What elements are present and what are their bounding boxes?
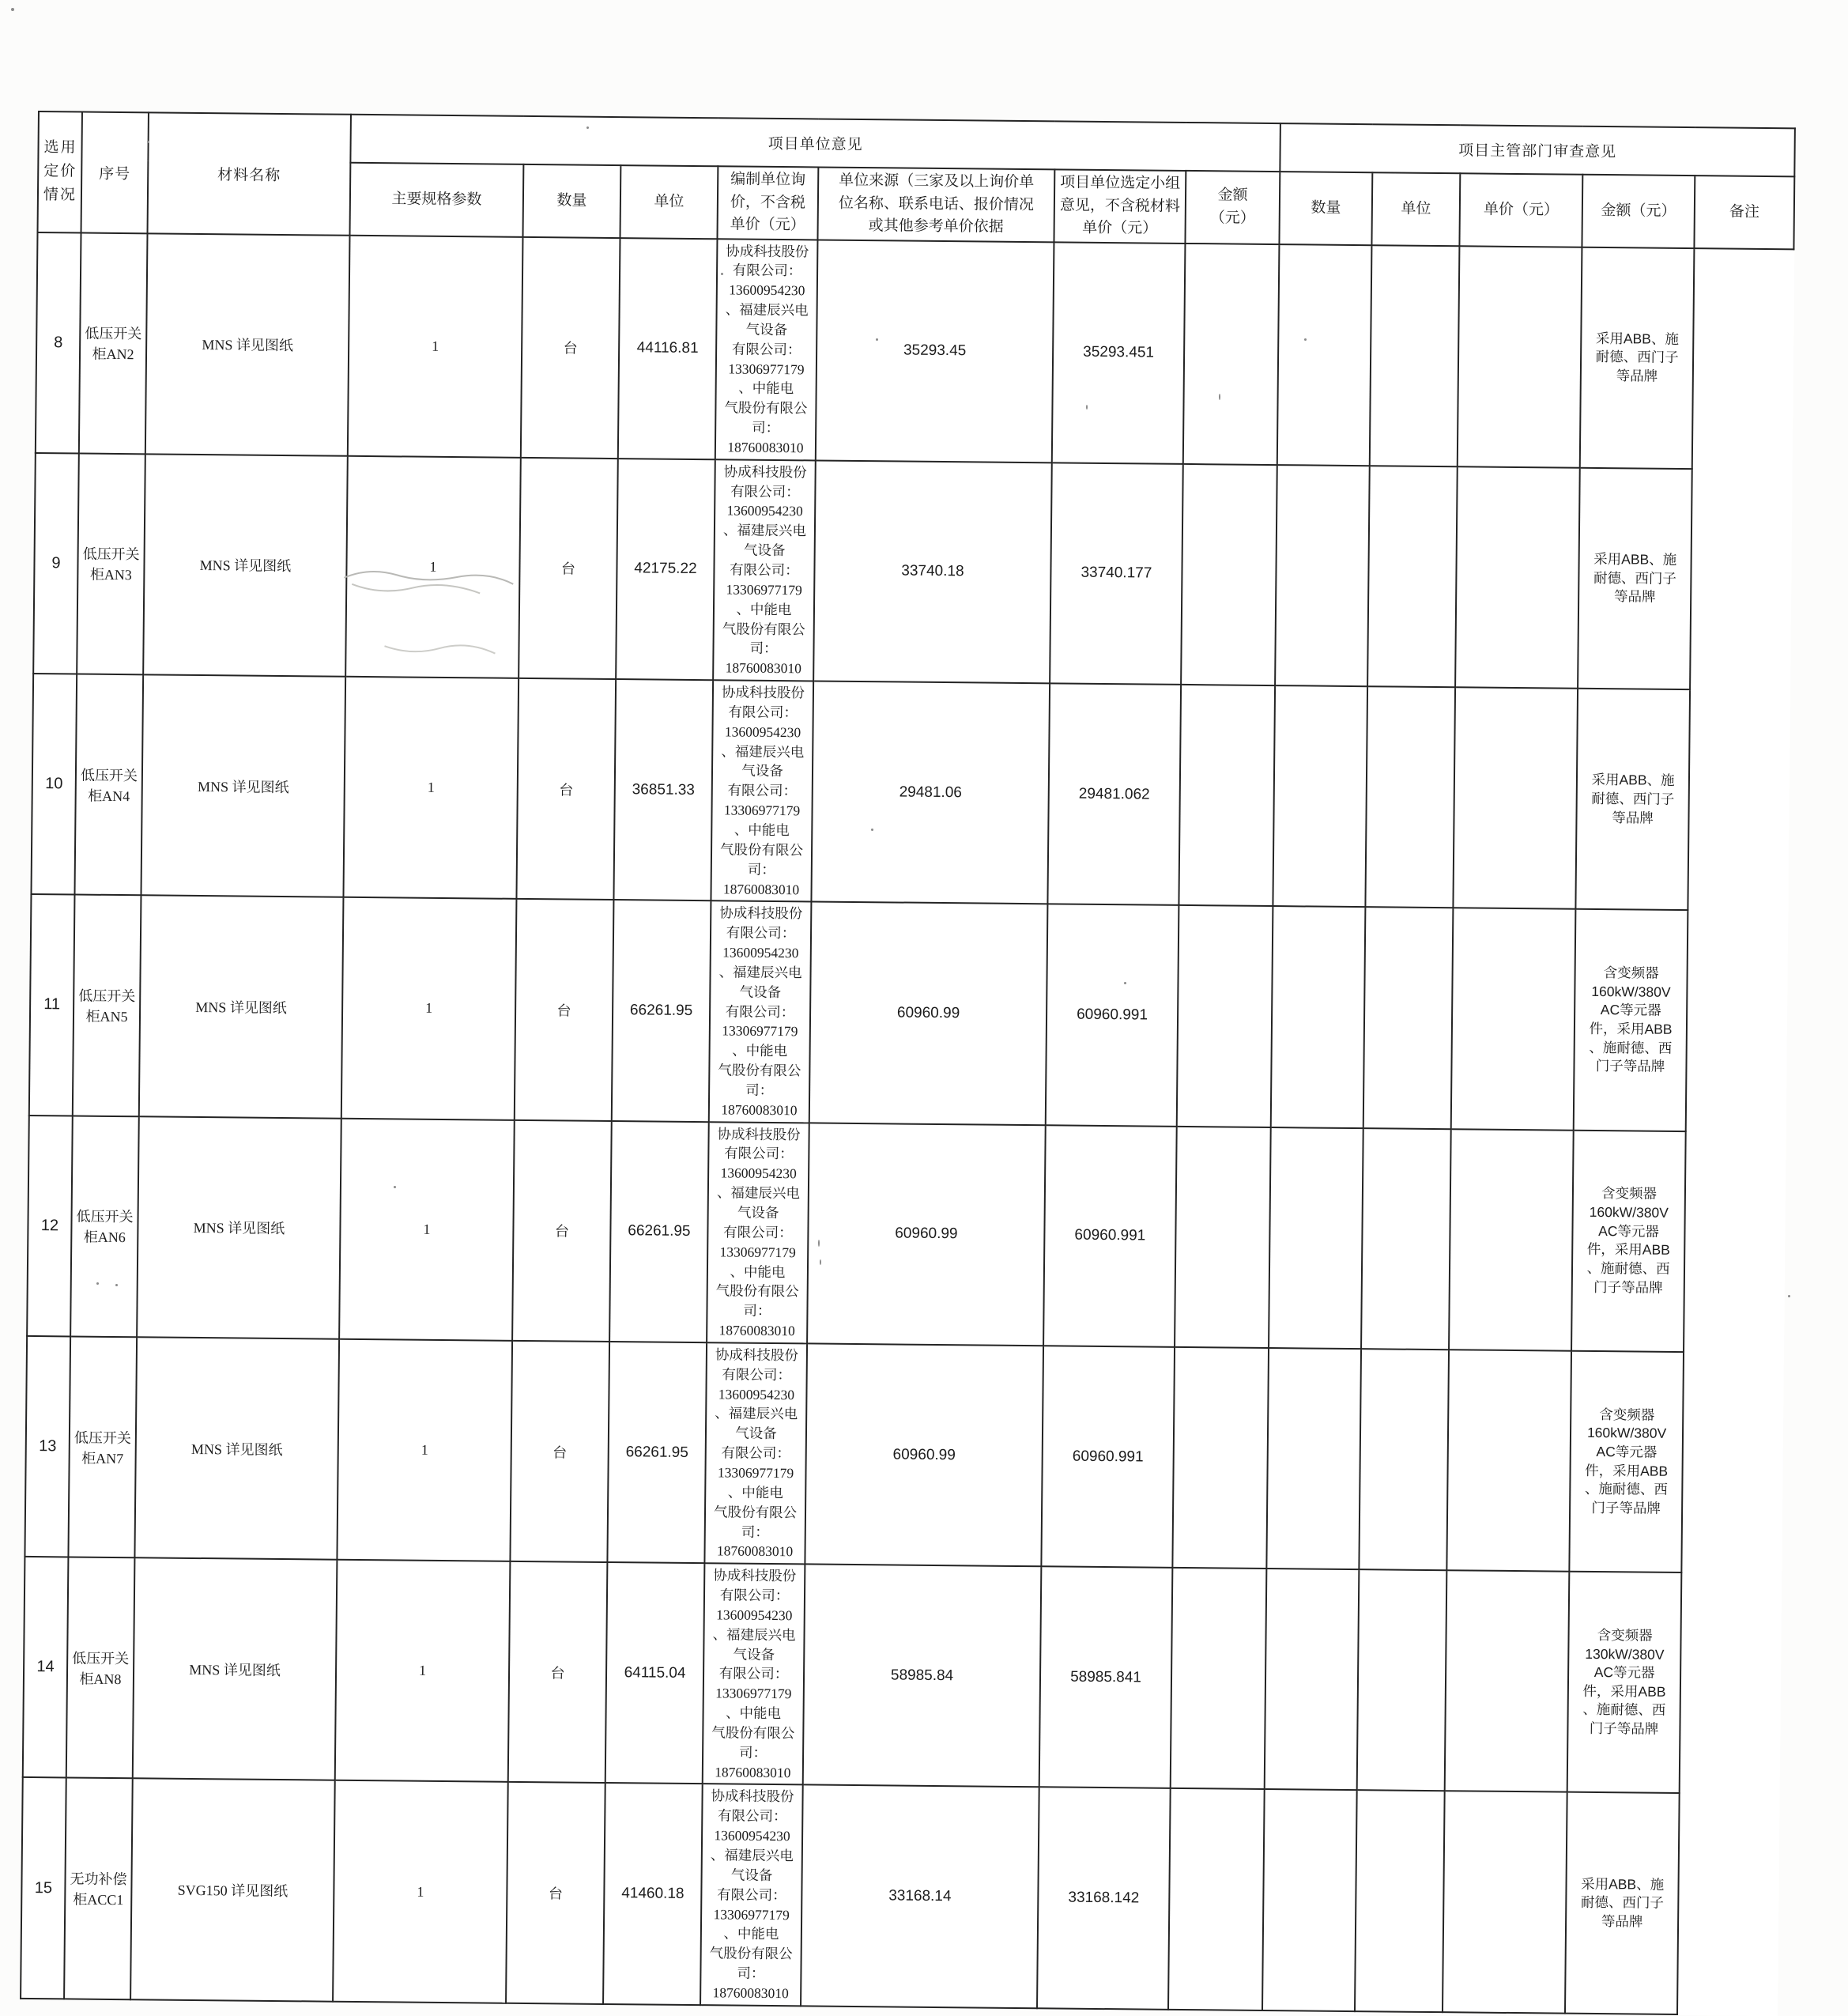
scan-speck xyxy=(876,338,878,341)
cell-qty: 1 xyxy=(348,235,523,457)
cell-remark: 含变频器 160kW/380V AC等元器 件，采用ABB 、施耐德、西 门子等品牌 xyxy=(1569,1351,1684,1573)
cell-review-qty xyxy=(1168,1788,1265,2010)
cell-inquiry-price: 66261.95 xyxy=(609,1121,709,1342)
scan-speck xyxy=(871,829,873,831)
row-group-label xyxy=(38,111,82,232)
cell-no: 12 xyxy=(27,1116,73,1337)
cell-no: 15 xyxy=(21,1777,66,1999)
table-row xyxy=(29,894,1788,1132)
cell-no: 10 xyxy=(31,674,77,895)
scan-speck xyxy=(394,1186,396,1188)
cell-review-price xyxy=(1367,466,1458,687)
cell-amount: 33740.177 xyxy=(1050,462,1183,685)
cell-inquiry-price: 42175.22 xyxy=(616,459,715,680)
table-row xyxy=(25,1336,1783,1574)
cell-review-unit xyxy=(1269,1127,1363,1349)
cell-no: 14 xyxy=(23,1557,69,1778)
cell-source: 协成科技股份有限公司： 13600954230 、福建辰兴电气设备 有限公司：13306977179 、中能电 气股份有限公司：18760083010 xyxy=(713,459,816,681)
cell-review-price xyxy=(1357,1569,1447,1791)
cell-spec: MNS 详见图纸 xyxy=(134,1337,339,1560)
cell-source: 协成科技股份有限公司： 13600954230 、福建辰兴电气设备 有限公司：13306977179 、中能电 气股份有限公司：18760083010 xyxy=(704,1342,807,1564)
scan-speck xyxy=(96,1282,99,1285)
scan-speck xyxy=(1086,405,1088,410)
cell-inquiry-price: 36851.33 xyxy=(613,679,713,900)
cell-inquiry-price: 44116.81 xyxy=(618,238,718,459)
header-unit: 单位 xyxy=(620,165,718,239)
cell-material-name: 低压开关柜AN6 xyxy=(70,1116,139,1337)
cell-unit: 台 xyxy=(506,1782,605,2003)
cell-unit: 台 xyxy=(508,1561,608,1783)
cell-selected-price: 33740.18 xyxy=(813,460,1052,683)
cell-remark: 采用ABB、施 耐德、西门子 等品牌 xyxy=(1575,689,1690,911)
cell-review-qty xyxy=(1183,243,1280,464)
cell-qty: 1 xyxy=(343,677,519,899)
cell-review-amount xyxy=(1451,908,1576,1131)
cell-selected-price: 33168.14 xyxy=(801,1785,1039,2008)
material-pricing-table xyxy=(20,111,1796,2016)
cell-no: 9 xyxy=(33,453,79,674)
header-qty: 数量 xyxy=(522,164,620,238)
cell-review-amount xyxy=(1453,687,1578,909)
cell-inquiry-price: 41460.18 xyxy=(603,1783,703,2004)
table-row xyxy=(31,674,1790,912)
cell-review-amount xyxy=(1445,1570,1570,1792)
scan-speck xyxy=(1304,338,1307,341)
cell-unit: 台 xyxy=(510,1341,609,1562)
cell-material-name: 低压开关柜AN4 xyxy=(74,674,143,896)
cell-qty: 1 xyxy=(341,897,517,1119)
cell-spec: MNS 详见图纸 xyxy=(139,896,344,1119)
cell-unit: 台 xyxy=(516,678,616,900)
cell-spec: MNS 详见图纸 xyxy=(137,1116,341,1339)
header-amount: 金额 （元） xyxy=(1185,171,1280,244)
table-row xyxy=(33,453,1792,691)
cell-material-name: 低压开关柜AN2 xyxy=(79,232,148,454)
cell-qty: 1 xyxy=(335,1560,511,1782)
header-spec: 主要规格参数 xyxy=(350,163,524,237)
scan-speck xyxy=(1124,982,1126,984)
header-no: 序号 xyxy=(81,112,149,233)
cell-spec: MNS 详见图纸 xyxy=(133,1557,338,1780)
scan-speck xyxy=(586,126,589,129)
group-header-dept-review: 项目主管部门审查意见 xyxy=(1280,123,1795,176)
cell-spec: MNS 详见图纸 xyxy=(143,454,348,677)
cell-remark: 含变频器 160kW/380V AC等元器 件，采用ABB 、施耐德、西 门子等品牌 xyxy=(1571,1130,1686,1352)
group-header-unit-opinion: 项目单位意见 xyxy=(350,115,1280,172)
cell-no: 13 xyxy=(25,1336,70,1557)
cell-spec: MNS 详见图纸 xyxy=(145,233,350,456)
scan-speck xyxy=(818,1240,820,1247)
cell-remark: 采用ABB、施 耐德、西门子 等品牌 xyxy=(1580,247,1695,469)
cell-amount: 35293.451 xyxy=(1052,242,1186,464)
scan-speck xyxy=(1788,1295,1790,1297)
cell-qty: 1 xyxy=(337,1339,512,1561)
cell-review-qty xyxy=(1172,1347,1269,1569)
cell-review-qty xyxy=(1175,1127,1271,1348)
cell-review-price xyxy=(1365,686,1455,908)
scan-speck xyxy=(115,1284,118,1286)
header-review-unit: 单位 xyxy=(1372,172,1461,246)
cell-material-name: 低压开关柜AN7 xyxy=(68,1336,137,1557)
cell-amount: 33168.142 xyxy=(1037,1788,1171,2010)
cell-amount: 60960.991 xyxy=(1046,904,1179,1127)
cell-review-qty xyxy=(1177,905,1273,1127)
header-material-name: 材料名称 xyxy=(148,112,351,235)
cell-review-price xyxy=(1370,245,1460,466)
cell-review-price xyxy=(1363,908,1454,1129)
cell-remark: 含变频器 130kW/380V AC等元器 件，采用ABB 、施耐德、西 门子等品牌 xyxy=(1567,1572,1682,1794)
table-row xyxy=(23,1557,1782,1795)
table-row xyxy=(21,1777,1779,2015)
header-remark: 备注 xyxy=(1695,176,1795,249)
cell-selected-price: 29481.06 xyxy=(811,681,1050,904)
cell-review-price xyxy=(1361,1128,1451,1350)
cell-amount: 58985.841 xyxy=(1039,1566,1173,1788)
cell-selected-price: 60960.99 xyxy=(807,1123,1046,1346)
table-row xyxy=(36,232,1794,470)
cell-review-price xyxy=(1355,1791,1445,2012)
cell-review-unit xyxy=(1262,1789,1357,2010)
cell-qty: 1 xyxy=(345,456,521,678)
cell-review-unit xyxy=(1277,244,1372,466)
cell-inquiry-price: 66261.95 xyxy=(612,900,711,1121)
cell-review-amount xyxy=(1446,1350,1571,1572)
pricing-table-wrap xyxy=(20,111,1796,2016)
cell-amount: 60960.991 xyxy=(1043,1125,1177,1347)
cell-source: 协成科技股份有限公司： 13600954230 、福建辰兴电气设备 有限公司：13306977179 、中能电 气股份有限公司：18760083010 xyxy=(707,1122,809,1343)
cell-review-qty xyxy=(1171,1568,1267,1789)
cell-review-price xyxy=(1359,1349,1449,1570)
cell-selected-price: 60960.99 xyxy=(809,902,1048,1125)
cell-review-unit xyxy=(1273,685,1367,907)
cell-review-unit xyxy=(1266,1348,1361,1569)
cell-qty: 1 xyxy=(333,1780,508,2003)
cell-qty: 1 xyxy=(339,1118,515,1340)
cell-amount: 29481.062 xyxy=(1047,683,1181,905)
cell-unit: 台 xyxy=(521,236,620,458)
cell-selected-price: 60960.99 xyxy=(805,1343,1043,1566)
header-review-amount: 金额（元） xyxy=(1582,175,1695,248)
scan-speck xyxy=(147,141,149,143)
scan-speck xyxy=(1219,394,1220,400)
cell-inquiry-price: 64115.04 xyxy=(605,1562,705,1784)
cell-material-name: 低压开关柜AN5 xyxy=(73,895,141,1116)
cell-unit: 台 xyxy=(515,899,614,1120)
cell-unit: 台 xyxy=(512,1119,612,1341)
header-inquiry-price: 编制单位询 价，不含税 单价（元） xyxy=(717,166,818,240)
cell-no: 11 xyxy=(29,894,75,1116)
header-selected-price: 项目单位选定小组 意见，不含税材料 单价（元） xyxy=(1054,169,1186,243)
cell-review-unit xyxy=(1265,1569,1360,1790)
header-review-qty: 数量 xyxy=(1280,172,1373,245)
cell-source: 协成科技股份有限公司： 13600954230 、福建辰兴电气设备 有限公司：13306977179 、中能电 气股份有限公司：18760083010 xyxy=(715,239,818,460)
cell-review-unit xyxy=(1271,906,1366,1127)
cell-no: 8 xyxy=(36,232,81,454)
cell-review-amount xyxy=(1449,1129,1574,1351)
table-row xyxy=(27,1116,1786,1353)
row-group-label-text: 选用定价情况 xyxy=(43,138,77,204)
cell-review-unit xyxy=(1275,465,1370,686)
cell-unit: 台 xyxy=(519,458,618,679)
cell-source: 协成科技股份有限公司： 13600954230 、福建辰兴电气设备 有限公司：13306977179 、中能电 气股份有限公司：18760083010 xyxy=(711,680,813,901)
cell-source: 协成科技股份有限公司： 13600954230 、福建辰兴电气设备 有限公司：13306977179 、中能电 气股份有限公司：18760083010 xyxy=(700,1784,803,2006)
cell-review-amount xyxy=(1443,1791,1567,2014)
cell-inquiry-price: 66261.95 xyxy=(607,1342,707,1563)
header-source: 单位来源（三家及以上询价单 位名称、联系电话、报价情况 或其他参考单价依据 xyxy=(817,167,1054,241)
cell-material-name: 低压开关柜AN3 xyxy=(77,453,145,674)
cell-selected-price: 58985.84 xyxy=(803,1565,1042,1788)
scan-speck xyxy=(721,273,723,275)
cell-source: 协成科技股份有限公司： 13600954230 、福建辰兴电气设备 有限公司：13306977179 、中能电 气股份有限公司：18760083010 xyxy=(703,1563,805,1784)
cell-remark: 采用ABB、施 耐德、西门子 等品牌 xyxy=(1565,1792,1680,2014)
cell-material-name: 无功补偿柜ACC1 xyxy=(64,1778,133,1999)
cell-review-qty xyxy=(1179,685,1275,906)
cell-spec: SVG150 详见图纸 xyxy=(130,1779,335,2002)
header-review-price: 单价（元） xyxy=(1460,173,1583,247)
cell-remark: 采用ABB、施 耐德、西门子 等品牌 xyxy=(1578,468,1692,690)
group-header-row xyxy=(38,111,1795,176)
cell-source: 协成科技股份有限公司： 13600954230 、福建辰兴电气设备 有限公司：13306977179 、中能电 气股份有限公司：18760083010 xyxy=(709,901,812,1123)
cell-amount: 60960.991 xyxy=(1041,1346,1175,1568)
scan-speck xyxy=(11,8,14,11)
cell-review-amount xyxy=(1455,466,1580,689)
cell-review-amount xyxy=(1458,246,1582,468)
scan-speck xyxy=(820,1259,821,1265)
cell-review-qty xyxy=(1181,464,1277,685)
cell-spec: MNS 详见图纸 xyxy=(141,674,345,897)
cell-selected-price: 35293.45 xyxy=(816,240,1054,462)
cell-material-name: 低压开关柜AN8 xyxy=(66,1557,135,1779)
cell-remark: 含变频器 160kW/380V AC等元器 件，采用ABB 、施耐德、西 门子等品牌 xyxy=(1574,909,1688,1131)
